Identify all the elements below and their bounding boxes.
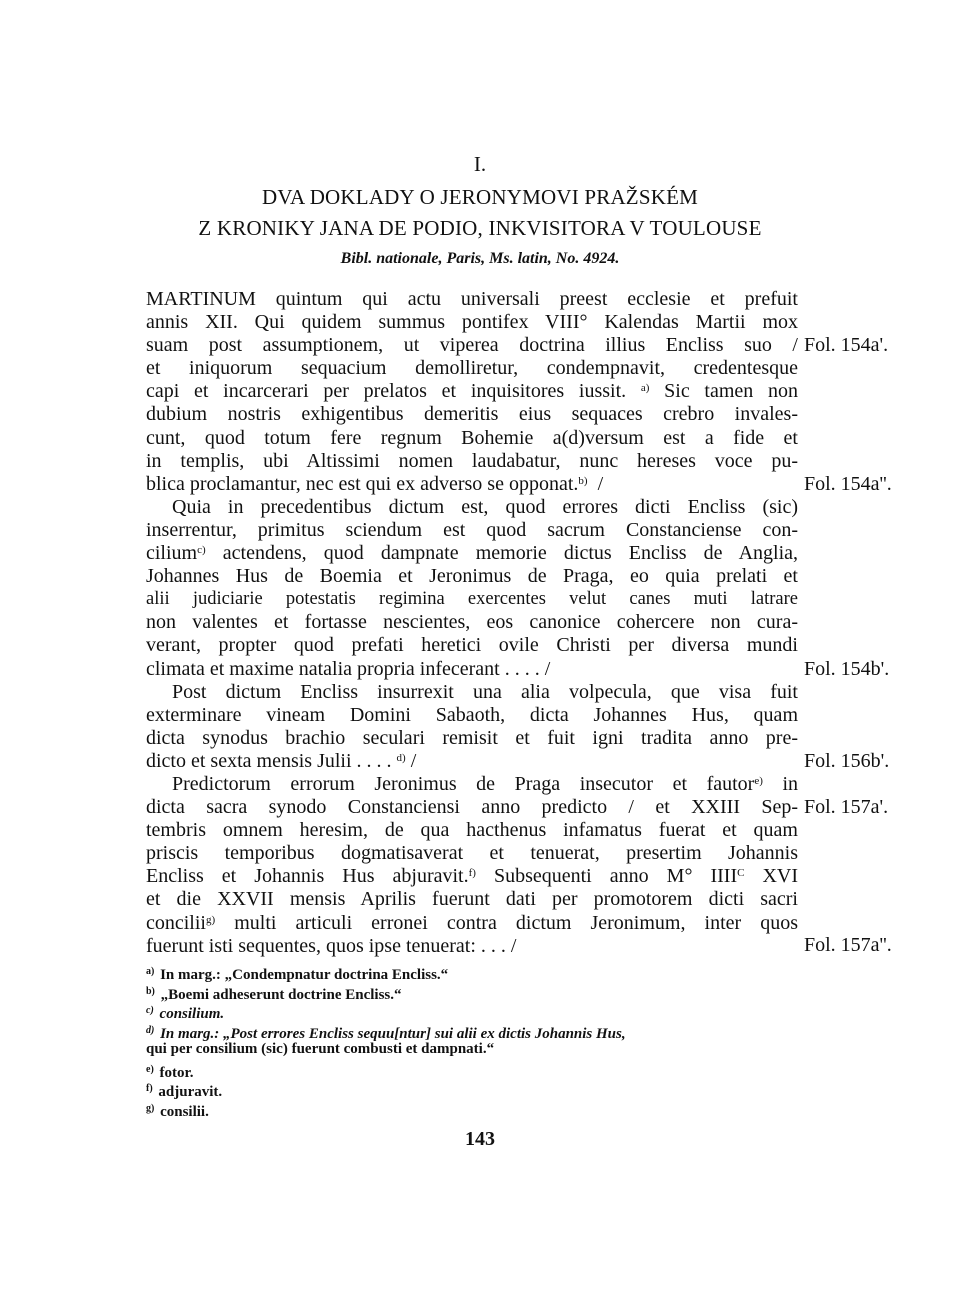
text-segment: Encliss et Johannis Hus abjuravit. <box>146 865 469 888</box>
text-segment: blica proclamantur, nec est qui ex adverso se opponat. <box>146 472 579 495</box>
footnote-text: In marg.: „Condempnatur doctrina Encliss.“ <box>160 967 449 983</box>
footnote-text: „Boemi adheserunt doctrine Encliss.“ <box>160 986 402 1003</box>
folio-reference: Fol. 154a'. <box>804 334 889 356</box>
text-line <box>146 773 798 796</box>
footnote-mark: b) <box>146 985 155 997</box>
chapter-numeral: I. <box>473 152 487 176</box>
text-segment: Sic tamen non <box>664 380 799 403</box>
text-line: Post dictum Encliss insurrexit una alia volpecula, que visa fuit <box>172 680 798 703</box>
footnote-text: fotor. <box>159 1064 194 1081</box>
footnote <box>146 1079 798 1099</box>
text-segment: capi et incarcerari per prelatos et inquisitores iussit. <box>146 380 627 403</box>
text-line <box>146 473 798 496</box>
superscript-c: C <box>737 867 745 880</box>
text-line: et iniquorum sequacium demolliretur, condempnavit, credentesque <box>146 357 798 380</box>
footnote-mark: f) <box>146 1083 153 1094</box>
footnote-mark: a) <box>640 382 650 395</box>
footnote-mark: e) <box>146 1063 154 1075</box>
text-segment: Predictorum errorum Jeronimus de Praga insecutor et fautor <box>172 772 755 795</box>
main-text <box>146 288 798 958</box>
text-line: Johannes Hus de Boemia et Jeronimus de Praga, eo quia prelati et <box>146 565 798 588</box>
text-line: tembris omnem heresim, de qua hacthenus infamatus fuerat et quam <box>146 819 798 842</box>
text-line <box>146 542 798 565</box>
text-segment: multi articuli erronei contra dictum Jeronimum, inter quos <box>234 911 798 934</box>
footnote <box>146 1001 798 1021</box>
text-line: climata et maxime natalia propria infecerant . . . . / <box>146 657 551 680</box>
footnotes <box>146 962 798 1118</box>
footnote-mark: g) <box>146 1102 155 1114</box>
text-segment: in <box>782 772 798 795</box>
footnote-mark: g) <box>205 913 216 926</box>
text-segment: cilium <box>146 542 198 565</box>
text-line: verant, propter quod prefati heretici ovile Christi per diversa mundi <box>146 634 798 657</box>
text-segment: dicto et sexta mensis Julii . . . . <box>146 749 392 772</box>
footnote-text: consilium. <box>159 1006 225 1022</box>
footnote <box>146 1021 798 1041</box>
text-line: non valentes et fortasse nescientes, eos canonice cohercere non cura- <box>146 611 798 634</box>
footnote <box>146 1099 798 1119</box>
text-line: dicta synodus brachio seculari remisit et fuit igni tradita anno pre- <box>146 726 798 749</box>
folio-reference: Fol. 157a''. <box>804 934 892 956</box>
footnote-text: adjuravit. <box>158 1084 223 1100</box>
text-segment: Subsequenti anno M° IIII <box>493 865 738 888</box>
text-segment: / <box>410 749 417 772</box>
text-line: in templis, ubi Altissimi nomen laudabatur, nunc hereses voce pu- <box>146 449 798 472</box>
chapter-title-line-2: Z KRONIKY JANA DE PODIO, INKVISITORA V TOULOUSE <box>198 216 762 240</box>
text-line: inserrentur, primitus sciendum est quod sacrum Constanciense con- <box>146 518 798 541</box>
text-line: cunt, quod totum fere regnum Bohemie a(d)versum est a fide et <box>146 426 798 449</box>
text-line: alii judiciarie potestatis regimina exercentes velut canes muti latrare <box>146 589 798 610</box>
text-line: priscis temporibus dogmatisaverat et tenuerat, presertim Johannis <box>146 842 798 865</box>
footnote-mark: f) <box>468 867 476 880</box>
text-segment: XVI <box>762 865 799 888</box>
text-line: exterminare vineam Domini Sabaoth, dicta Johannes Hus, quam <box>146 703 798 726</box>
text-line: annis XII. Qui quidem summus pontifex VIII° Kalendas Martii mox <box>146 311 798 334</box>
footnote-mark: c) <box>197 544 206 557</box>
page-number: 143 <box>465 1128 495 1150</box>
text-line <box>146 380 798 403</box>
footnote-text: In marg.: „Post errores Encliss sequu[ntur] sui alii ex dictis Johannis Hus, <box>160 1025 626 1042</box>
footnote-mark: e) <box>754 774 763 787</box>
footnote-continuation <box>146 1040 798 1060</box>
text-line <box>146 912 798 935</box>
footnote <box>146 962 798 982</box>
text-segment: / <box>597 472 604 495</box>
manuscript-source: Bibl. nationale, Paris, Ms. latin, No. 4924. <box>340 250 620 267</box>
footnote-mark: d) <box>396 751 406 764</box>
text-segment: actendens, quod dampnate memorie dictus Encliss de Anglia, <box>222 542 799 565</box>
text-line <box>146 865 798 888</box>
text-line: Quia in precedentibus dictum est, quod errores dicti Encliss (sic) <box>172 495 798 518</box>
footnote-text: qui per consilium (sic) fuerunt combusti et dampnati.“ <box>146 1041 495 1057</box>
text-line: dubium nostris exhigentibus demeritis eius sequaces crebro invales- <box>146 403 798 426</box>
footnote-mark: b) <box>578 474 588 487</box>
text-line: MARTINUM quintum qui actu universali preest ecclesie et prefuit <box>146 288 798 310</box>
text-line: suam post assumptionem, ut viperea doctrina illius Encliss suo / <box>146 334 798 357</box>
folio-reference: Fol. 154a''. <box>804 473 892 495</box>
folio-reference: Fol. 157a'. <box>804 796 889 818</box>
footnote-mark: a) <box>146 966 155 977</box>
chapter-title-line-1: DVA DOKLADY O JERONYMOVI PRAŽSKÉM <box>262 185 698 209</box>
footnote-text: consilii. <box>160 1103 209 1120</box>
folio-reference: Fol. 156b'. <box>804 750 890 772</box>
text-line: fuerunt isti sequentes, quos ipse tenuerat: . . . / <box>146 934 517 957</box>
text-line: et die XXVII mensis Aprilis fuerunt dati per promotorem dicti sacri <box>146 888 798 911</box>
footnote-mark: c) <box>146 1005 154 1016</box>
text-segment: concilii <box>146 911 206 934</box>
footnote <box>146 1060 798 1080</box>
footnote <box>146 982 798 1002</box>
folio-reference: Fol. 154b'. <box>804 658 890 680</box>
text-line: dicta sacra synodo Constanciensi anno predicto / et XXIII Sep- <box>146 796 798 819</box>
text-line <box>146 750 798 773</box>
footnote-mark: d) <box>146 1024 155 1036</box>
